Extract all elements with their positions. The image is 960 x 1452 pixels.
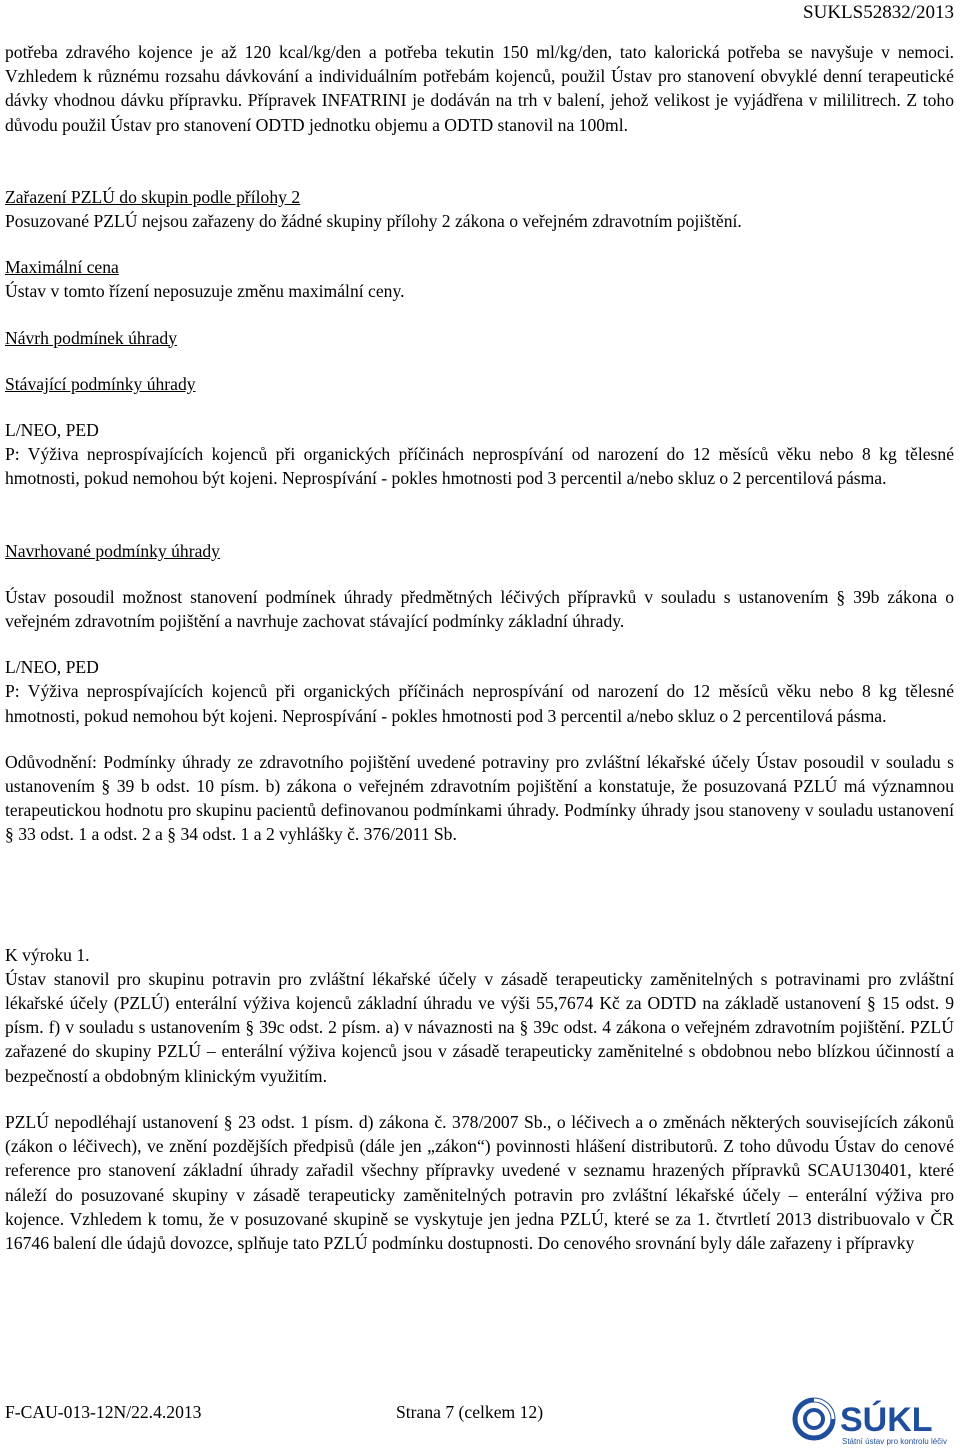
heading-proposal: Návrh podmínek úhrady [5, 327, 177, 348]
condition-code-current: L/NEO, PED [5, 420, 99, 441]
sukl-logo [790, 1395, 956, 1447]
paragraph-condition-proposed: P: Výživa neprospívajících kojenců při organických příčinách neprospívání od narození do 12 měsíců věku nebo 8 kg tělesné hmotnosti, pokud nemohou být kojeni. Neprospívání - pokles hmotnosti pod 3 percentil a/nebo skluz o 2 percentilová pásma. [5, 681, 954, 726]
paragraph-justification: Odůvodnění: Podmínky úhrady ze zdravotního pojištění uvedené potraviny pro zvláštní lékařské účely Ústav posoudil v souladu s ustanovením § 39 b odst. 10 písm. b) zákona o veřejném zdravotním pojištění a konstatuje, že posuzovaná PZLÚ má významnou terapeutickou hodnotu pro skupinu pacientů definovanou podmínkami úhrady. Podmínky úhrady jsou stanoveny v souladu ustanovení § 33 odst. 1 a odst. 2 a § 34 odst. 1 a 2 vyhlášky č. 376/2011 Sb. [5, 751, 954, 845]
paragraph-max-price: Ústav v tomto řízení neposuzuje změnu maximální ceny. [5, 281, 405, 302]
condition-code-proposed: L/NEO, PED [5, 657, 99, 678]
paragraph-distribution: PZLÚ nepodléhají ustanovení § 23 odst. 1 písm. d) zákona č. 378/2007 Sb., o léčivech a o změnách některých souvisejících zákonů (zákon o léčivech), ve znění pozdějších předpisů (dále jen „zákon“) povinnosti hlášení distributorů. Z toho důvodu Ústav do cenové reference pro stanovení základní úhrady zařadil všechny přípravky uvedené v seznamu hrazených přípravků SCAU130401, které náleží do posuzované skupiny v zásadě terapeuticky zaměnitelných potravin pro zvláštní lékařské účely – enterální výživa pro kojence. Vzhledem k tomu, že v posuzované skupině se vyskytuje jen jedna PZLÚ, které se za 1. čtvrtletí 2013 distribuovalo v ČR 16746 balení dle údajů dovozce, splňuje tato PZLÚ podmínku dostupnosti. Do cenového srovnání byly dále zařazeny i přípravky [5, 1111, 954, 1253]
sukl-logo-icon [790, 1395, 956, 1447]
footer-form-code: F-CAU-013-12N/22.4.2013 [5, 1402, 202, 1422]
heading-current-conditions: Stávající podmínky úhrady [5, 373, 196, 394]
paragraph-proposed-conditions: Ústav posoudil možnost stanovení podmínek úhrady předmětných léčivých přípravků v souladu s ustanovením § 39b zákona o veřejném zdravotním pojištění a navrhuje zachovat stávající podmínky základní úhrady. [5, 586, 954, 632]
paragraph-condition-current: P: Výživa neprospívajících kojenců při organických příčinách neprospívání od narození do 12 měsíců věku nebo 8 kg tělesné hmotnosti, pokud nemohou být kojeni. Neprospívání - pokles hmotnosti pod 3 percentil a/nebo skluz o 2 percentilová pásma. [5, 444, 954, 489]
paragraph-group-classification: Posuzované PZLÚ nejsou zařazeny do žádné skupiny přílohy 2 zákona o veřejném zdravotním pojištění. [5, 211, 742, 232]
paragraph-statement-1: Ústav stanovil pro skupinu potravin pro zvláštní lékařské účely v zásadě terapeuticky zaměnitelných s potravinami pro zvláštní lékařské účely (PZLÚ) enterální výživa kojenců základní úhradu ve výši 55,7674 Kč za ODTD na základě ustanovení § 15 odst. 9 písm. f) v souladu s ustanovením § 39c odst. 2 písm. a) v návaznosti na § 39c odst. 4 zákona o veřejném zdravotním pojištění. PZLÚ zařazené do skupiny PZLÚ – enterální výživa kojenců jsou v zásadě terapeuticky zaměnitelné s obdobnou nebo blízkou účinností a bezpečností a obdobným klinickým využitím. [5, 968, 954, 1086]
sukl-logo-subtext: Státní ústav pro kontrolu léčiv [842, 1437, 947, 1446]
document-body [5, 40, 954, 1255]
document-id: SUKLS52832/2013 [803, 2, 954, 23]
footer-page-number: Strana 7 (celkem 12) [396, 1402, 544, 1422]
heading-statement-1: K výroku 1. [5, 944, 90, 965]
heading-group-classification: Zařazení PZLÚ do skupin podle přílohy 2 [5, 186, 301, 207]
sukl-logo-text: SÚKL [840, 1401, 933, 1439]
paragraph-intro: potřeba zdravého kojence je až 120 kcal/kg/den a potřeba tekutin 150 ml/kg/den, tato kalorická potřeba se navyšuje v nemoci. Vzhledem k různému rozsahu dávkování a individuálním potřebám kojenců, použil Ústav pro stanovení obvyklé denní terapeutické dávky vhodnou dávku přípravku. Přípravek INFATRINI je dodáván na trh v balení, jehož velikost je vyjádřena v mililitrech. Z toho důvodu použil Ústav pro stanovení ODTD jednotku objemu a ODTD stanovil na 100ml. [5, 42, 954, 135]
heading-proposed-conditions: Navrhované podmínky úhrady [5, 540, 220, 561]
heading-max-price: Maximální cena [5, 257, 119, 278]
